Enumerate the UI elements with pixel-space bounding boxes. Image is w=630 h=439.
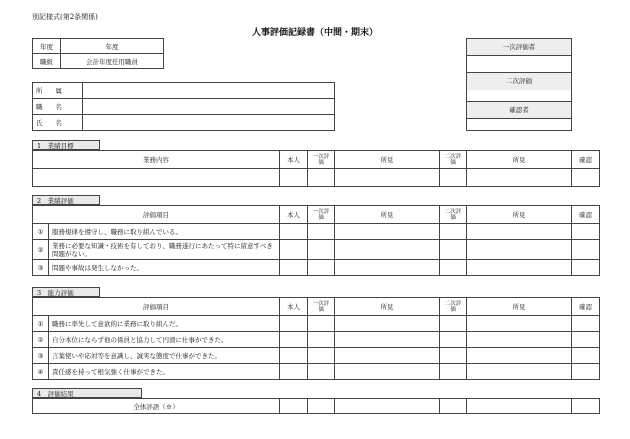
ability-table [32,297,600,380]
grade-label: 職級 [33,54,61,69]
goals-header: 業務内容 [33,151,280,169]
table-row [33,399,600,414]
cell[interactable] [440,316,467,332]
performance-header: 評価項目 [33,206,280,224]
item-text: 責任感を持って根気強く仕事ができた。 [49,364,280,380]
cell[interactable] [572,332,600,348]
cell[interactable] [335,169,440,187]
table-row [33,364,600,380]
primary-evaluator-label: 一次評価者 [467,39,571,56]
cell[interactable] [440,260,467,276]
cell[interactable] [308,399,335,414]
table-row [33,224,600,240]
cell[interactable] [440,240,467,260]
cell[interactable] [308,260,335,276]
cell[interactable] [335,316,440,332]
cell[interactable] [280,332,308,348]
primary-evaluator-box [466,38,572,90]
cell[interactable] [335,364,440,380]
col-opinion: 所見 [335,206,440,224]
cell[interactable] [280,224,308,240]
cell[interactable] [280,364,308,380]
col-secondary: 二次評価 [440,151,467,169]
table-row [33,316,600,332]
cell[interactable] [280,316,308,332]
col-self: 本人 [280,206,308,224]
item-number: ④ [33,364,49,380]
cell[interactable] [280,169,308,187]
col-confirm: 確認 [572,151,600,169]
col-secondary: 二次評価 [440,298,467,316]
cell[interactable] [308,316,335,332]
item-number: ② [33,332,49,348]
col-opinion-2: 所見 [467,298,572,316]
table-row [33,169,600,187]
overall-rating-label: 全体評語（※） [33,399,280,414]
cell[interactable] [308,169,335,187]
cell[interactable] [467,399,572,414]
cell[interactable] [308,224,335,240]
year-value[interactable]: 年度 [61,39,164,54]
col-confirm: 確認 [572,298,600,316]
cell[interactable] [572,260,600,276]
section-ability-title: 3 能力評価 [32,287,100,297]
cell[interactable] [280,399,308,414]
goals-table [32,150,600,187]
item-text: 服務規律を遵守し、職務に取り組んでいる。 [49,224,280,240]
cell[interactable] [440,364,467,380]
col-opinion-2: 所見 [467,151,572,169]
col-self: 本人 [280,151,308,169]
cell[interactable] [280,260,308,276]
cell[interactable] [572,240,600,260]
cell[interactable] [308,348,335,364]
cell[interactable] [572,169,600,187]
cell[interactable] [467,240,572,260]
item-text: 自分本位にならず他の係員と協力して円滑に仕事ができた。 [49,332,280,348]
cell[interactable] [335,240,440,260]
cell[interactable] [335,224,440,240]
table-row [33,348,600,364]
goal-content-cell[interactable] [33,169,280,187]
cell[interactable] [467,348,572,364]
cell[interactable] [467,169,572,187]
confirmer-sign[interactable] [467,119,571,131]
cell[interactable] [308,364,335,380]
secondary-evaluator-sign[interactable] [467,89,571,102]
item-number: ② [33,240,49,260]
name-label: 氏 名 [33,115,83,131]
cell[interactable] [440,224,467,240]
col-opinion-2: 所見 [467,206,572,224]
cell[interactable] [308,240,335,260]
cell[interactable] [440,169,467,187]
cell[interactable] [335,348,440,364]
col-primary: 一次評価 [308,206,335,224]
affiliation-label: 所 属 [33,83,83,99]
position-field[interactable] [83,99,335,115]
performance-table [32,205,600,276]
form-label: 別記様式(第2条関係) [32,13,98,21]
table-row [33,332,600,348]
confirmer-box [466,89,572,131]
table-row [33,260,600,276]
affiliation-field[interactable] [83,83,335,99]
cell[interactable] [440,399,467,414]
cell[interactable] [467,332,572,348]
ability-header: 評価項目 [33,298,280,316]
item-number: ① [33,224,49,240]
cell[interactable] [335,260,440,276]
cell[interactable] [572,224,600,240]
page-title: 人事評価記録書（中間・期末） [251,28,378,38]
col-opinion: 所見 [335,151,440,169]
cell[interactable] [440,332,467,348]
cell[interactable] [572,316,600,332]
cell[interactable] [467,260,572,276]
confirmer-label: 確認者 [467,102,571,119]
cell[interactable] [280,348,308,364]
col-primary: 一次評価 [308,298,335,316]
cell[interactable] [467,316,572,332]
col-secondary: 二次評価 [440,206,467,224]
cell[interactable] [440,348,467,364]
section-goals-title: 1 業績目標 [32,140,100,150]
item-text: 職務に率先して意欲的に業務に取り組んだ。 [49,316,280,332]
col-confirm: 確認 [572,206,600,224]
item-number: ③ [33,348,49,364]
table-row [33,240,600,260]
position-label: 職 名 [33,99,83,115]
cell[interactable] [335,332,440,348]
section-performance-title: 2 業績評価 [32,195,100,205]
header-fields-table [32,38,164,69]
cell[interactable] [572,399,600,414]
name-field[interactable] [83,115,335,131]
section-result-title: 4 評価結果 [32,388,142,398]
year-label: 年度 [33,39,61,54]
cell[interactable] [572,348,600,364]
secondary-evaluator-label: 二次評価 [467,73,571,90]
cell[interactable] [572,364,600,380]
item-text: 言葉使いや応対等を意識し、誠実な態度で仕事ができた。 [49,348,280,364]
col-opinion: 所見 [335,298,440,316]
cell[interactable] [335,399,440,414]
cell[interactable] [467,364,572,380]
item-number: ① [33,316,49,332]
item-number: ③ [33,260,49,276]
grade-value[interactable]: 会計年度任用職員 [61,54,164,69]
affiliation-table [32,82,335,131]
primary-evaluator-sign[interactable] [467,56,571,73]
cell[interactable] [280,240,308,260]
result-table [32,398,600,414]
col-primary: 一次評価 [308,151,335,169]
item-text: 問題や事故は発生しなかった。 [49,260,280,276]
cell[interactable] [308,332,335,348]
cell[interactable] [467,224,572,240]
col-self: 本人 [280,298,308,316]
item-text: 業務に必要な知識・技術を有しており、職務遂行にあたって特に留意すべき問題がない。 [49,240,280,260]
